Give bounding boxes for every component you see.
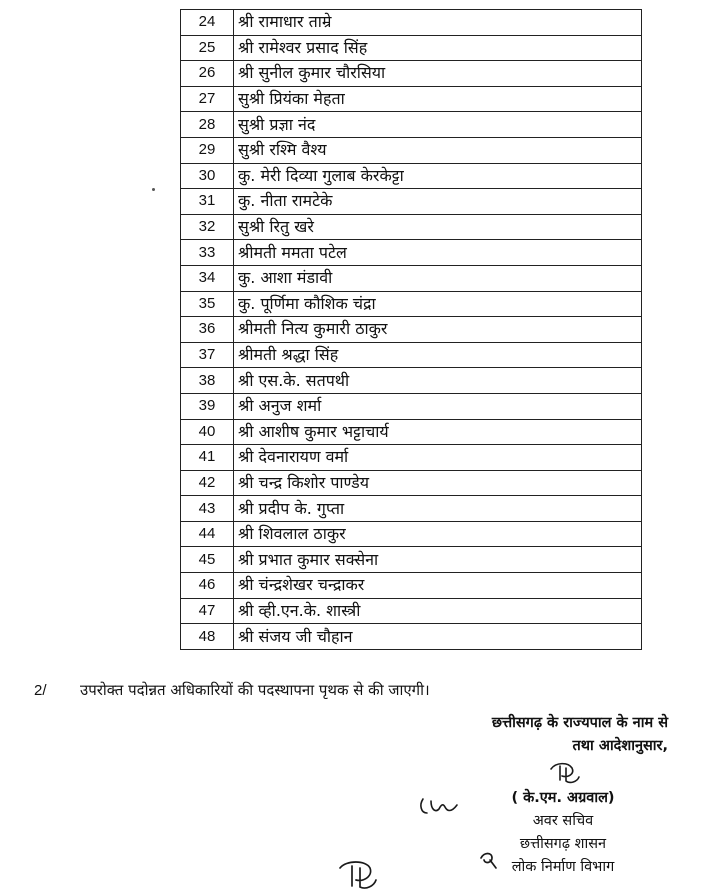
serial-number-cell: 48 <box>181 624 234 650</box>
officer-name-cell: सुश्री प्रज्ञा नंद <box>234 112 642 138</box>
table-row <box>181 342 642 368</box>
table-row <box>181 163 642 189</box>
officer-name-cell: श्री संजय जी चौहान <box>234 624 642 650</box>
authority-line-1: छत्तीसगढ़ के राज्यपाल के नाम से <box>491 715 668 731</box>
table-row <box>181 137 642 163</box>
officer-name: ( के.एम. अग्रवाल) <box>511 790 615 806</box>
officer-name-cell: श्री अनुज शर्मा <box>234 393 642 419</box>
table-row <box>181 240 642 266</box>
table-row <box>181 598 642 624</box>
table-row <box>181 393 642 419</box>
handwritten-bottom-mark <box>336 856 380 892</box>
officer-name-cell: श्रीमती ममता पटेल <box>234 240 642 266</box>
serial-number-cell: 31 <box>181 189 234 215</box>
table-row <box>181 112 642 138</box>
officers-table <box>180 9 642 650</box>
officer-name-cell: कु. नीता रामटेके <box>234 189 642 215</box>
officer-name-cell: श्री रामाधार ताम्रे <box>234 10 642 36</box>
table-row <box>181 291 642 317</box>
serial-number-cell: 30 <box>181 163 234 189</box>
officer-name-cell: श्री सुनील कुमार चौरसिया <box>234 61 642 87</box>
scan-speck <box>152 188 155 191</box>
table-row <box>181 317 642 343</box>
officer-name-cell: सुश्री रितु खरे <box>234 214 642 240</box>
table-row <box>181 10 642 36</box>
table-row <box>181 573 642 599</box>
table-row <box>181 265 642 291</box>
table-row <box>181 189 642 215</box>
officer-name-cell: श्री रामेश्वर प्रसाद सिंह <box>234 35 642 61</box>
table-row <box>181 445 642 471</box>
officer-name-cell: कु. मेरी दिव्या गुलाब केरकेट्टा <box>234 163 642 189</box>
officers-table-body <box>181 10 642 650</box>
serial-number-cell: 25 <box>181 35 234 61</box>
serial-number-cell: 37 <box>181 342 234 368</box>
officer-name-cell: सुश्री रश्मि वैश्य <box>234 137 642 163</box>
officer-name-cell: कु. पूर्णिमा कौशिक चंद्रा <box>234 291 642 317</box>
handwritten-signature-mark <box>548 760 582 786</box>
officer-name-cell: श्री चन्द्र किशोर पाण्डेय <box>234 470 642 496</box>
officer-name-cell: श्री देवनारायण वर्मा <box>234 445 642 471</box>
serial-number-cell: 34 <box>181 265 234 291</box>
table-row <box>181 35 642 61</box>
officer-name-cell: श्रीमती श्रद्धा सिंह <box>234 342 642 368</box>
officer-name-cell: श्री एस.के. सतपथी <box>234 368 642 394</box>
serial-number-cell: 42 <box>181 470 234 496</box>
serial-number-cell: 35 <box>181 291 234 317</box>
table-row <box>181 547 642 573</box>
paragraph-number: 2/ <box>34 682 47 699</box>
officer-government: छत्तीसगढ़ शासन <box>519 836 607 852</box>
handwritten-initial-mark <box>417 795 461 819</box>
officer-name-cell: श्री व्ही.एन.के. शास्त्री <box>234 598 642 624</box>
serial-number-cell: 46 <box>181 573 234 599</box>
serial-number-cell: 41 <box>181 445 234 471</box>
serial-number-cell: 28 <box>181 112 234 138</box>
officer-block <box>488 787 638 879</box>
officer-name-cell: श्री शिवलाल ठाकुर <box>234 521 642 547</box>
officer-name-cell: श्री चंन्द्रशेखर चन्द्राकर <box>234 573 642 599</box>
officer-name-cell: श्रीमती नित्य कुमारी ठाकुर <box>234 317 642 343</box>
table-row <box>181 624 642 650</box>
table-row <box>181 214 642 240</box>
officer-name-cell: सुश्री प्रियंका मेहता <box>234 86 642 112</box>
serial-number-cell: 36 <box>181 317 234 343</box>
serial-number-cell: 45 <box>181 547 234 573</box>
table-row <box>181 470 642 496</box>
officer-designation: अवर सचिव <box>532 813 594 829</box>
order-authority-block <box>492 712 668 758</box>
serial-number-cell: 43 <box>181 496 234 522</box>
serial-number-cell: 47 <box>181 598 234 624</box>
officer-name-cell: कु. आशा मंडावी <box>234 265 642 291</box>
officer-name-cell: श्री आशीष कुमार भट्टाचार्य <box>234 419 642 445</box>
table-row <box>181 419 642 445</box>
serial-number-cell: 32 <box>181 214 234 240</box>
serial-number-cell: 38 <box>181 368 234 394</box>
serial-number-cell: 26 <box>181 61 234 87</box>
serial-number-cell: 24 <box>181 10 234 36</box>
serial-number-cell: 33 <box>181 240 234 266</box>
table-row <box>181 86 642 112</box>
table-row <box>181 61 642 87</box>
table-row <box>181 496 642 522</box>
serial-number-cell: 27 <box>181 86 234 112</box>
authority-line-2: तथा आदेशानुसार, <box>572 738 668 754</box>
paragraph-2 <box>34 680 430 700</box>
serial-number-cell: 44 <box>181 521 234 547</box>
serial-number-cell: 39 <box>181 393 234 419</box>
serial-number-cell: 29 <box>181 137 234 163</box>
table-row <box>181 521 642 547</box>
officer-name-cell: श्री प्रभात कुमार सक्सेना <box>234 547 642 573</box>
paragraph-text: उपरोक्त पदोन्नत अधिकारियों की पदस्थापना पृथक से की जाएगी। <box>80 681 430 699</box>
officer-department: लोक निर्माण विभाग <box>511 859 615 875</box>
officer-name-cell: श्री प्रदीप के. गुप्ता <box>234 496 642 522</box>
table-row <box>181 368 642 394</box>
serial-number-cell: 40 <box>181 419 234 445</box>
